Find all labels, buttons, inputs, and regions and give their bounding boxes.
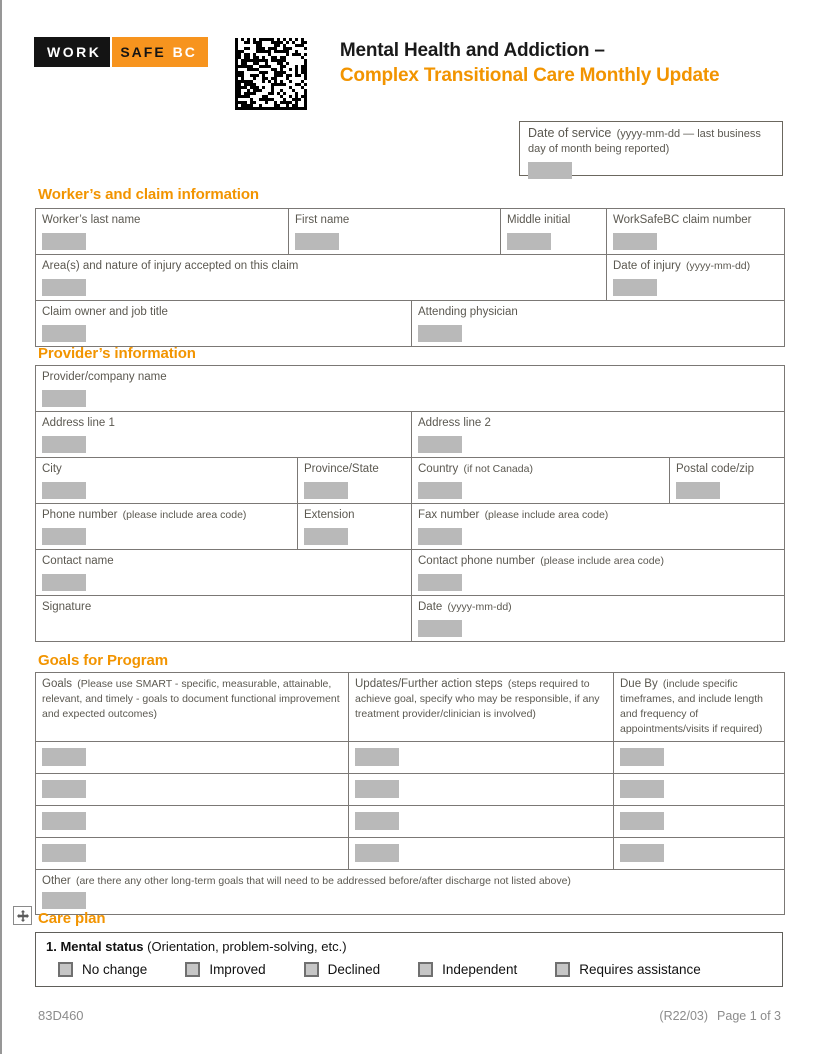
- field-provider-company: [36, 366, 784, 411]
- extension-input[interactable]: [304, 528, 348, 545]
- other-goals-note: (are there any other long-term goals that will need to be addressed before/after discharge not listed above): [75, 874, 571, 887]
- worksafebc-logo: [34, 37, 208, 67]
- address-line-1-label: Address line 1: [42, 417, 115, 429]
- field-workers-last-name: [36, 209, 288, 254]
- field-address-line-1: [36, 412, 411, 457]
- goal-1-input[interactable]: [42, 748, 86, 766]
- field-contact-phone: [411, 550, 784, 595]
- field-date-of-injury: [606, 255, 784, 300]
- goal-3-update-input[interactable]: [355, 812, 399, 830]
- goals-col-note: (Please use SMART - specific, measurable, attainable, relevant, and timely - goals to document functional improvement and expected outcomes): [42, 678, 340, 720]
- requires-assistance-label: Requires assistance: [579, 962, 701, 977]
- goal-4-update-input[interactable]: [355, 844, 399, 862]
- provider-company-input[interactable]: [42, 390, 86, 407]
- phone-number-input[interactable]: [42, 528, 86, 545]
- city-input[interactable]: [42, 482, 86, 499]
- goal-4-due-by-input[interactable]: [620, 844, 664, 862]
- goal-row-1: [36, 741, 784, 773]
- option-no-change: [58, 962, 147, 977]
- date-of-service-input[interactable]: [528, 162, 572, 179]
- goal-2-update-input[interactable]: [355, 780, 399, 798]
- other-goals-input[interactable]: [42, 892, 86, 909]
- first-name-input[interactable]: [295, 233, 339, 250]
- goal-2-input[interactable]: [42, 780, 86, 798]
- date-of-service-label: Date of service: [528, 126, 612, 140]
- due-by-col-note: (include specific timeframes, and include length and frequency of appointments/visits if required): [620, 678, 763, 735]
- option-independent: [418, 962, 517, 977]
- attending-physician-label: Attending physician: [418, 305, 518, 318]
- postal-code-input[interactable]: [676, 482, 720, 499]
- country-note: (if not Canada): [463, 462, 533, 475]
- field-address-line-2: [411, 412, 784, 457]
- date-of-injury-input[interactable]: [613, 279, 657, 296]
- logo-work-text: WORK: [47, 44, 102, 60]
- injury-areas-input[interactable]: [42, 279, 86, 296]
- worker-section-heading: Worker’s and claim information: [38, 186, 259, 203]
- other-goals-label: Other: [42, 874, 71, 887]
- updates-column-header: [348, 673, 613, 741]
- city-label: City: [42, 462, 62, 475]
- goal-1-update-input[interactable]: [355, 748, 399, 766]
- phone-number-label: Phone number: [42, 508, 118, 521]
- field-country: [411, 458, 669, 503]
- logo-safe-text: SAFE: [120, 44, 166, 60]
- mental-status-label: 1. Mental status: [46, 939, 144, 954]
- field-extension: [297, 504, 411, 549]
- attending-physician-input[interactable]: [418, 325, 462, 342]
- date-of-injury-note: (yyyy-mm-dd): [685, 259, 751, 272]
- contact-phone-note: (please include area code): [540, 554, 664, 567]
- provider-section-heading: Provider’s information: [38, 345, 196, 362]
- requires-assistance-checkbox[interactable]: [555, 962, 570, 977]
- improved-label: Improved: [209, 962, 266, 977]
- field-signature-date: [411, 596, 784, 641]
- postal-code-label: Postal code/zip: [676, 462, 754, 475]
- goal-row-3: [36, 805, 784, 837]
- field-city: [36, 458, 297, 503]
- provider-table: [35, 365, 785, 642]
- goal-4-input[interactable]: [42, 844, 86, 862]
- contact-name-input[interactable]: [42, 574, 86, 591]
- contact-name-label: Contact name: [42, 554, 114, 567]
- signature-date-note: (yyyy-mm-dd): [447, 600, 512, 613]
- form-title-line1: Mental Health and Addiction –: [339, 40, 605, 61]
- fax-number-note: (please include area code): [484, 508, 609, 521]
- logo-bc-text: BC: [172, 44, 197, 60]
- field-contact-name: [36, 550, 411, 595]
- goals-table: [35, 672, 785, 915]
- claim-owner-input[interactable]: [42, 325, 86, 342]
- move-handle-icon[interactable]: [13, 906, 32, 925]
- field-claim-owner: [36, 301, 411, 346]
- field-province-state: [297, 458, 411, 503]
- middle-initial-input[interactable]: [507, 233, 551, 250]
- declined-checkbox[interactable]: [304, 962, 319, 977]
- goal-3-input[interactable]: [42, 812, 86, 830]
- field-phone-number: [36, 504, 297, 549]
- worker-claim-table: [35, 208, 785, 347]
- contact-phone-input[interactable]: [418, 574, 462, 591]
- injury-areas-label: Area(s) and nature of injury accepted on this claim: [42, 259, 299, 272]
- page-indicator: Page 1 of 3: [717, 1009, 781, 1023]
- field-attending-physician: [411, 301, 784, 346]
- option-improved: [185, 962, 265, 977]
- address-line-2-label: Address line 2: [418, 417, 491, 429]
- goals-section-heading: Goals for Program: [38, 652, 168, 669]
- goal-2-due-by-input[interactable]: [620, 780, 664, 798]
- care-plan-heading: Care plan: [38, 910, 106, 927]
- province-state-input[interactable]: [304, 482, 348, 499]
- goal-row-4: [36, 837, 784, 869]
- form-number: 83D460: [38, 1008, 84, 1023]
- option-requires-assistance: [555, 962, 701, 977]
- field-injury-areas: [36, 255, 606, 300]
- goal-1-due-by-input[interactable]: [620, 748, 664, 766]
- phone-number-note: (please include area code): [122, 508, 247, 521]
- independent-label: Independent: [442, 962, 518, 977]
- independent-checkbox[interactable]: [418, 962, 433, 977]
- workers-last-name-input[interactable]: [42, 233, 86, 250]
- signature-field[interactable]: [36, 596, 411, 641]
- claim-owner-label: Claim owner and job title: [42, 305, 168, 318]
- date-of-service-box: [519, 121, 783, 176]
- workers-last-name-label: Worker’s last name: [42, 214, 141, 226]
- due-by-column-header: [613, 673, 784, 741]
- goals-column-header: [36, 673, 348, 741]
- form-title: [340, 37, 719, 88]
- signature-date-label: Date: [418, 600, 443, 613]
- qr-code-icon: [235, 38, 307, 110]
- logo-work-block: [34, 37, 110, 67]
- form-header: [34, 37, 719, 110]
- address-line-1-input[interactable]: [42, 436, 86, 453]
- mental-status-note: (Orientation, problem-solving, etc.): [147, 939, 347, 954]
- field-other-goals: [36, 870, 784, 914]
- date-of-injury-label: Date of injury: [613, 259, 681, 272]
- country-label: Country: [418, 462, 459, 475]
- field-middle-initial: [500, 209, 606, 254]
- move-arrows-icon: [17, 910, 29, 922]
- updates-col-label: Updates/Further action steps: [355, 678, 503, 690]
- no-change-label: No change: [82, 962, 148, 977]
- first-name-label: First name: [295, 214, 350, 226]
- field-claim-number: [606, 209, 784, 254]
- due-by-col-label: Due By: [620, 678, 658, 690]
- option-declined: [304, 962, 381, 977]
- extension-label: Extension: [304, 508, 355, 521]
- form-title-line2: Complex Transitional Care Monthly Update: [339, 65, 720, 86]
- signature-date-input[interactable]: [418, 620, 462, 637]
- fax-number-label: Fax number: [418, 508, 480, 521]
- mental-status-options: [58, 962, 772, 977]
- country-input[interactable]: [418, 482, 462, 499]
- revision-label: (R22/03): [659, 1009, 709, 1023]
- goals-col-label: Goals: [42, 678, 73, 690]
- claim-number-input[interactable]: [613, 233, 657, 250]
- goal-row-2: [36, 773, 784, 805]
- contact-phone-label: Contact phone number: [418, 554, 535, 567]
- updates-col-note: (steps required to achieve goal, specify who may be responsible, if any treatment provider/clinician is involved): [355, 678, 600, 720]
- fax-number-input[interactable]: [418, 528, 462, 545]
- declined-label: Declined: [327, 962, 381, 977]
- improved-checkbox[interactable]: [185, 962, 200, 977]
- date-of-service-note: (yyyy-mm-dd — last business day of month being reported): [528, 128, 761, 155]
- middle-initial-label: Middle initial: [507, 214, 571, 226]
- province-state-label: Province/State: [304, 462, 379, 475]
- provider-company-label: Provider/company name: [42, 371, 167, 383]
- care-plan-box: [35, 932, 783, 987]
- no-change-checkbox[interactable]: [58, 962, 73, 977]
- footer-right: [659, 1009, 781, 1023]
- field-fax-number: [411, 504, 784, 549]
- claim-number-label: WorkSafeBC claim number: [613, 214, 752, 226]
- field-first-name: [288, 209, 500, 254]
- signature-label: Signature: [42, 600, 92, 613]
- field-postal-code: [669, 458, 784, 503]
- logo-safe-block: [110, 37, 208, 67]
- goal-3-due-by-input[interactable]: [620, 812, 664, 830]
- address-line-2-input[interactable]: [418, 436, 462, 453]
